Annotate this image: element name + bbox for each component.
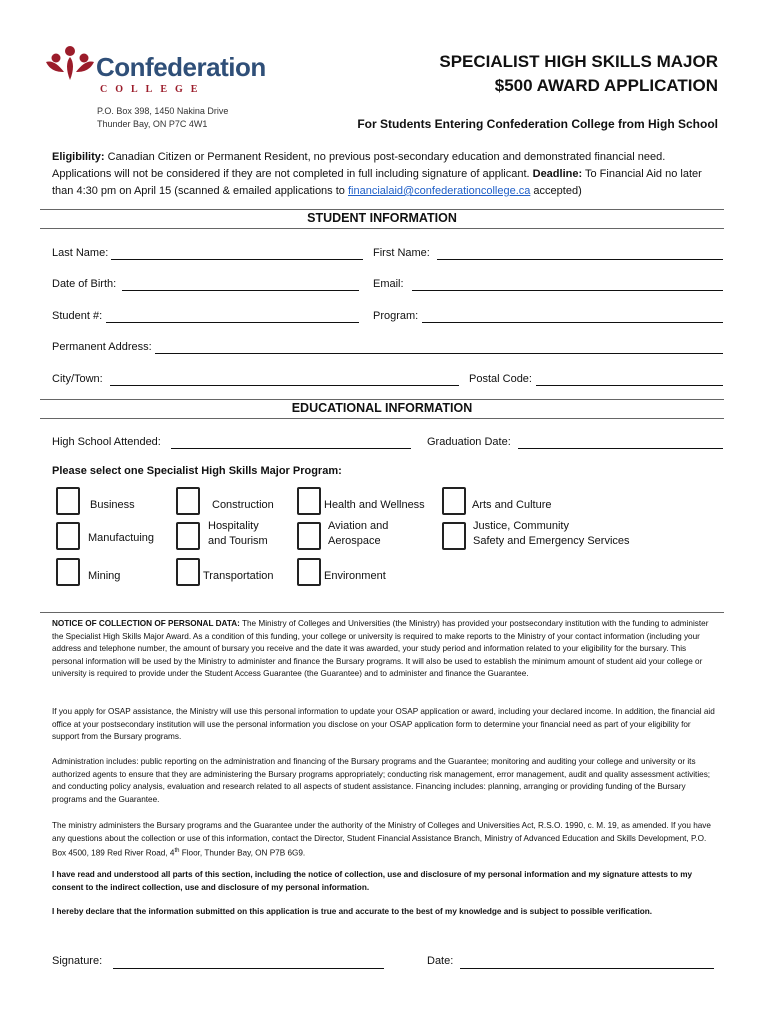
student-number-label: Student #: xyxy=(52,310,103,322)
dob-label: Date of Birth: xyxy=(52,278,117,290)
student-info-heading: STUDENT INFORMATION xyxy=(307,211,457,225)
aviation-aerospace-checkbox[interactable] xyxy=(297,522,321,550)
notice-paragraph-4 xyxy=(52,820,718,861)
notice-body-1: The Ministry of Colleges and Universities (the Ministry) has provided your postsecondary institution with the funding to administer the Specialist High Skills Major Award. As a condition of this funding, your college or university is required to make reports to the Ministry of your contact information (including your address and telephone number, the amount of bursary you receive and the date it was awarded, your study period and information related to your eligibility for the bursary. This personal information will be used by the Ministry to administer and finance the Bursary programs. It will also be used to establish the minimum amount of student aid your college or university is required to provide under the Student Access Guarantee (the Guarantee) and to administer and finance the Guarantee. xyxy=(52,619,709,679)
justice-safety-checkbox[interactable] xyxy=(442,522,466,550)
section-divider xyxy=(40,209,724,210)
address-field[interactable] xyxy=(155,353,723,354)
postal-code-label: Postal Code: xyxy=(469,373,532,385)
construction-option-label: Construction xyxy=(212,499,274,511)
notice-body-4a: The ministry administers the Bursary programs and the Guarantee under the authority of the Ministry of Colleges and Universities Act, R.S.O. 1990, c. M. 19, as amended. If you have any questions about the collection or use of this information, contact the Director, Student Financial Assistance Branch, Ministry of Advanced Education and Skills Development, P.O. Box 4500, 189 Red River Road, 4 xyxy=(52,821,711,858)
notice-body-4b: Floor, Thunder Bay, ON P7B 6G9. xyxy=(179,848,306,858)
hospitality-tourism-option-label xyxy=(208,519,268,549)
address-line-2: Thunder Bay, ON P7C 4W1 xyxy=(97,119,208,129)
business-option-label: Business xyxy=(90,499,135,511)
arts-culture-option-label: Arts and Culture xyxy=(472,499,552,511)
notice-ordinal-superscript: th xyxy=(174,848,180,855)
hospitality-label-line-1: Hospitality xyxy=(208,520,259,532)
email-field[interactable] xyxy=(412,290,723,291)
mining-option-label: Mining xyxy=(88,570,121,582)
signature-label: Signature: xyxy=(52,955,103,967)
section-divider xyxy=(40,228,724,229)
form-title-line-2: $500 AWARD APPLICATION xyxy=(494,76,718,95)
postal-code-field[interactable] xyxy=(536,385,723,386)
health-wellness-option-label: Health and Wellness xyxy=(324,499,425,511)
signature-date-label: Date: xyxy=(427,955,454,967)
signature-date-field[interactable] xyxy=(460,968,714,969)
construction-checkbox[interactable] xyxy=(176,487,200,515)
first-name-label: First Name: xyxy=(373,247,430,259)
justice-safety-option-label xyxy=(473,519,630,549)
environment-option-label: Environment xyxy=(324,570,386,582)
notice-divider xyxy=(40,612,724,613)
health-wellness-checkbox[interactable] xyxy=(297,487,321,515)
manufacturing-option-label: Manufactuing xyxy=(88,532,155,544)
logo-emblem-icon xyxy=(44,44,96,86)
graduation-date-field[interactable] xyxy=(518,448,723,449)
section-divider xyxy=(40,399,724,400)
deadline-label: Deadline: xyxy=(532,168,583,180)
transportation-option-label: Transportation xyxy=(203,570,274,582)
aviation-aerospace-option-label xyxy=(328,519,388,549)
arts-culture-checkbox[interactable] xyxy=(442,487,466,515)
logo-subtitle: COLLEGE xyxy=(100,84,206,95)
email-label: Email: xyxy=(373,278,404,290)
dob-field[interactable] xyxy=(122,290,359,291)
section-divider xyxy=(40,418,724,419)
high-school-field[interactable] xyxy=(171,448,411,449)
notice-paragraph-3: Administration includes: public reporting on the administration and financing of the Bursary programs and the Guarantee; monitoring and auditing your college and university or its authorized agents to ensure that they are administering the Bursary programs appropriately; conducting risk management, error management, audit and quality assessment activities; and conducting policy analysis, evaluation and research related to all aspects of student assistance. Financing includes: planning, arranging or providing funding of the Bursary programs and the Guarantee. xyxy=(52,757,711,804)
program-label: Program: xyxy=(373,310,419,322)
address-line-1: P.O. Box 398, 1450 Nakina Drive xyxy=(97,106,229,116)
notice-paragraph-2: If you apply for OSAP assistance, the Ministry will use this personal information to update your OSAP application or award, including your declared income. In addition, the financial aid office at your postsecondary institution will use the personal information you disclose on your OSAP application form to determine your financial need as part of your eligibility for support from the Bursary programs. xyxy=(52,707,715,742)
aviation-label-line-1: Aviation and xyxy=(328,520,389,532)
eligibility-body-2: To Financial Aid no later than 4:30 pm on April 15 (scanned & emailed applications to xyxy=(52,168,702,197)
last-name-field[interactable] xyxy=(111,259,363,260)
hospitality-label-line-2: and Tourism xyxy=(208,535,268,547)
education-info-heading: EDUCATIONAL INFORMATION xyxy=(291,401,473,415)
justice-label-line-1: Justice, Community xyxy=(473,520,569,532)
mining-checkbox[interactable] xyxy=(56,558,80,586)
first-name-field[interactable] xyxy=(437,259,723,260)
address-label: Permanent Address: xyxy=(52,341,152,353)
eligibility-label: Eligibility: xyxy=(52,151,105,163)
signature-field[interactable] xyxy=(113,968,384,969)
transportation-checkbox[interactable] xyxy=(176,558,200,586)
program-select-prompt: Please select one Specialist High Skills Major Program: xyxy=(52,465,342,477)
eligibility-body-1: Canadian Citizen or Permanent Resident, no previous post-secondary education and demonstrated financial need. Applications will not be considered if they are not completed in full including signature of applicant. xyxy=(52,151,666,180)
high-school-label: High School Attended: xyxy=(52,436,161,448)
consent-statement: I have read and understood all parts of this section, including the notice of collection, use and disclosure of my personal information and my signature attests to my consent to the indirect collection, use and disclosure of my personal information. xyxy=(52,870,693,892)
program-field[interactable] xyxy=(422,322,723,323)
city-field[interactable] xyxy=(110,385,459,386)
notice-label: NOTICE OF COLLECTION OF PERSONAL DATA: xyxy=(52,619,240,628)
eligibility-text xyxy=(52,149,720,200)
financial-aid-email-link[interactable]: financialaid@confederationcollege.ca xyxy=(347,185,531,197)
manufacturing-checkbox[interactable] xyxy=(56,522,80,550)
declaration-statement: I hereby declare that the information submitted on this application is true and accurate to the best of my knowledge and is subject to possible verification. xyxy=(52,907,653,916)
form-subtitle: For Students Entering Confederation College from High School xyxy=(357,117,718,131)
student-number-field[interactable] xyxy=(106,322,359,323)
last-name-label: Last Name: xyxy=(52,247,109,259)
eligibility-body-3: accepted) xyxy=(530,185,582,197)
logo-wordmark: Confederation xyxy=(96,52,266,82)
hospitality-tourism-checkbox[interactable] xyxy=(176,522,200,550)
aviation-label-line-2: Aerospace xyxy=(328,535,381,547)
justice-label-line-2: Safety and Emergency Services xyxy=(473,535,630,547)
graduation-date-label: Graduation Date: xyxy=(427,436,511,448)
city-label: City/Town: xyxy=(52,373,103,385)
environment-checkbox[interactable] xyxy=(297,558,321,586)
business-checkbox[interactable] xyxy=(56,487,80,515)
notice-paragraph-1 xyxy=(52,618,718,681)
form-title-line-1: SPECIALIST HIGH SKILLS MAJOR xyxy=(439,52,718,71)
